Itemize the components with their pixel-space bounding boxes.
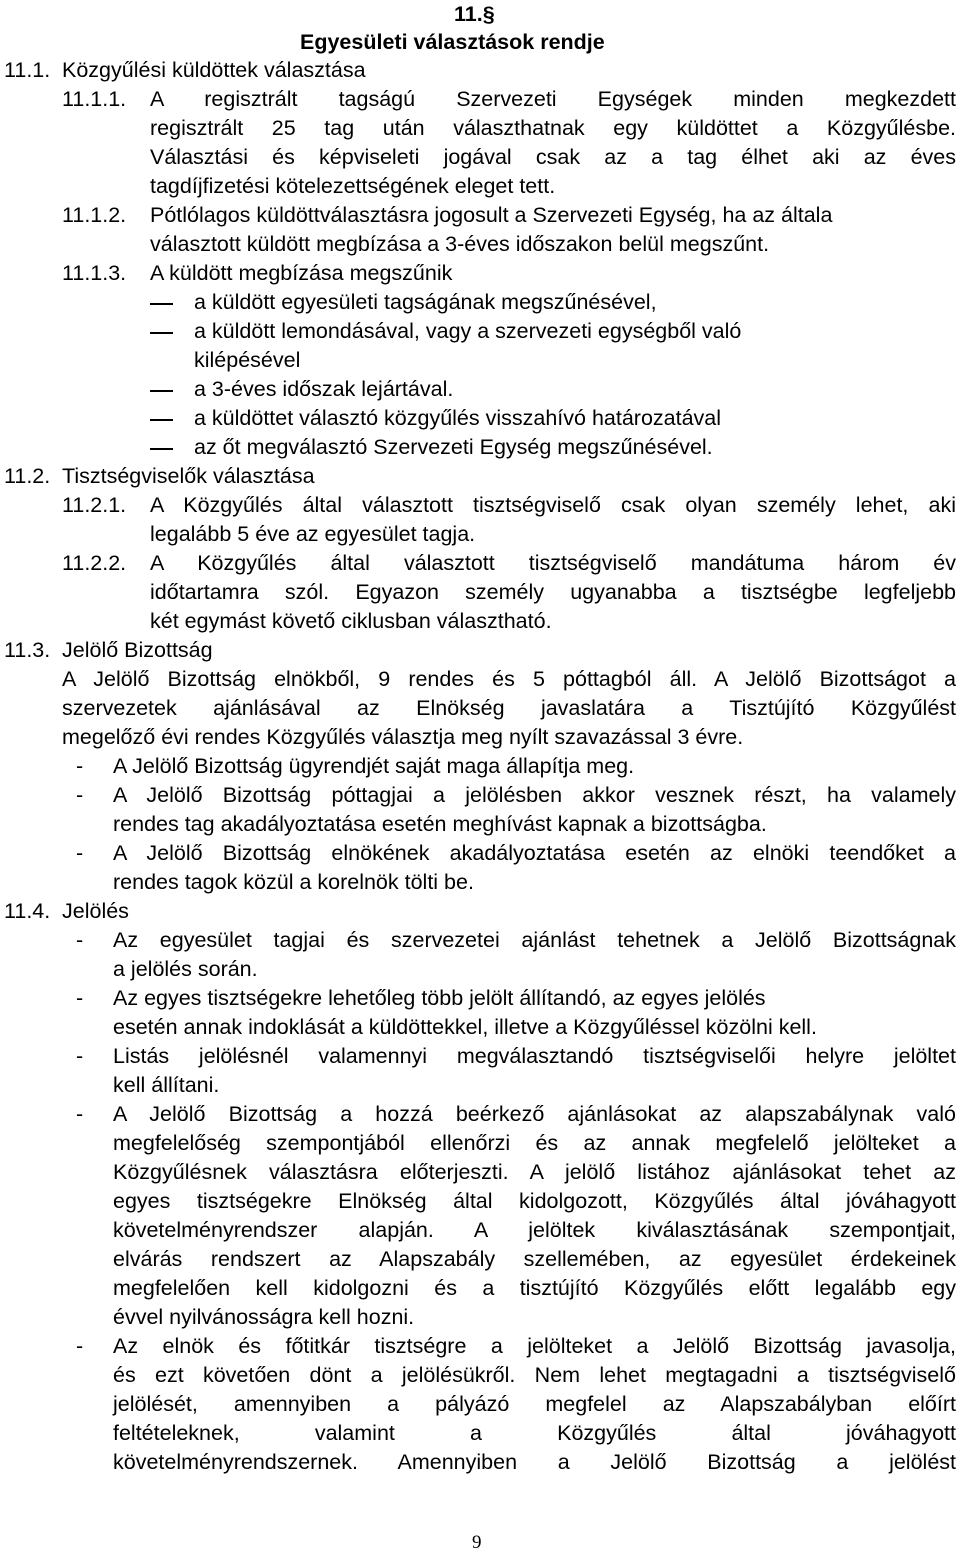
list-item: a küldöttet választó közgyűlés visszahívó határozatával bbox=[194, 406, 722, 430]
section-title: Közgyűlési küldöttek választása bbox=[62, 58, 366, 82]
list-item: rendes tagok közül a korelnök tölti be. bbox=[113, 870, 474, 894]
list-item: követelményrendszer alapján. A jelöltek kiválasztásának szempontjait, bbox=[113, 1218, 956, 1242]
list-bullet: - bbox=[76, 1102, 84, 1126]
list-bullet: - bbox=[76, 928, 84, 952]
list-item: és ezt követően dönt a jelölésükről. Nem lehet megtagadni a tisztségviselő bbox=[113, 1363, 956, 1387]
list-item: A Jelölő Bizottság ügyrendjét saját maga állapítja meg. bbox=[113, 754, 635, 778]
list-item: megfelelően kell kidolgozni és a tisztújító Közgyűlés előtt legalább egy bbox=[113, 1276, 956, 1300]
paragraph-line: regisztrált 25 tag után választhatnak egy küldöttet a Közgyűlésbe. bbox=[150, 116, 956, 140]
paragraph-line: A küldött megbízása megszűnik bbox=[150, 261, 453, 285]
list-item: a küldött egyesületi tagságának megszűnésével, bbox=[194, 290, 657, 314]
section-title: Tisztségviselők választása bbox=[62, 464, 315, 488]
paragraph-number: 11.2.2. bbox=[62, 551, 127, 575]
list-bullet: - bbox=[76, 986, 84, 1010]
paragraph-number: 11.1.2. bbox=[62, 203, 127, 227]
section-number: 11.2. bbox=[4, 464, 51, 488]
list-item: a 3-éves időszak lejártával. bbox=[194, 377, 454, 401]
dash-bullet bbox=[150, 448, 173, 450]
section-number: 11.4. bbox=[4, 899, 51, 923]
chapter-title: Egyesületi választások rendje bbox=[300, 30, 605, 54]
list-bullet: - bbox=[76, 1334, 84, 1358]
list-bullet: - bbox=[76, 841, 84, 865]
paragraph-line: A Közgyűlés által választott tisztségviselő mandátuma három év bbox=[150, 551, 956, 575]
list-item: kilépésével bbox=[194, 348, 301, 372]
list-item: jelölését, amennyiben a pályázó megfelel az Alapszabályban előírt bbox=[113, 1392, 956, 1416]
list-item: feltételeknek, valamint a Közgyűlés által jóváhagyott bbox=[113, 1421, 956, 1445]
list-item: az őt megválasztó Szervezeti Egység megszűnésével. bbox=[194, 435, 713, 459]
list-item: elvárás rendszert az Alapszabály szellemében, az egyesület érdekeinek bbox=[113, 1247, 956, 1271]
list-item: követelményrendszernek. Amennyiben a Jelölő Bizottság a jelölést bbox=[113, 1450, 956, 1474]
list-item: Az elnök és főtitkár tisztségre a jelölteket a Jelölő Bizottság javasolja, bbox=[113, 1334, 956, 1358]
list-item: Listás jelölésnél valamennyi megválasztandó tisztségviselői helyre jelöltet bbox=[113, 1044, 956, 1068]
paragraph-line: A Közgyűlés által választott tisztségviselő csak olyan személy lehet, aki bbox=[150, 493, 956, 517]
list-bullet: - bbox=[76, 783, 84, 807]
section-title: Jelölő Bizottság bbox=[62, 638, 213, 662]
list-item: Az egyes tisztségekre lehetőleg több jelölt állítandó, az egyes jelölés bbox=[113, 986, 766, 1010]
paragraph-line: két egymást követő ciklusban választható. bbox=[150, 609, 552, 633]
list-item: esetén annak indoklását a küldöttekkel, illetve a Közgyűléssel közölni kell. bbox=[113, 1015, 817, 1039]
page-number: 9 bbox=[472, 1532, 482, 1553]
paragraph-line: időtartamra szól. Egyazon személy ugyanabba a tisztségbe legfeljebb bbox=[150, 580, 956, 604]
paragraph-number: 11.1.1. bbox=[62, 87, 127, 111]
list-item: rendes tag akadályoztatása esetén meghívást kapnak a bizottságba. bbox=[113, 812, 767, 836]
list-item: Közgyűlésnek választásra előterjeszti. A jelölő listához ajánlásokat tehet az bbox=[113, 1160, 956, 1184]
paragraph-line: Pótlólagos küldöttválasztásra jogosult a Szervezeti Egység, ha az általa bbox=[150, 203, 833, 227]
list-bullet: - bbox=[76, 754, 84, 778]
list-bullet: - bbox=[76, 1044, 84, 1068]
chapter-number: 11.§ bbox=[454, 2, 495, 26]
list-item: kell állítani. bbox=[113, 1073, 220, 1097]
list-item: A Jelölő Bizottság a hozzá beérkező ajánlásokat az alapszabálynak való bbox=[113, 1102, 956, 1126]
dash-bullet bbox=[150, 390, 173, 392]
paragraph-line: szervezetek ajánlásával az Elnökség javaslatára a Tisztújító Közgyűlést bbox=[62, 696, 956, 720]
paragraph-number: 11.1.3. bbox=[62, 261, 127, 285]
list-item: Az egyesület tagjai és szervezetei ajánlást tehetnek a Jelölő Bizottságnak bbox=[113, 928, 956, 952]
dash-bullet bbox=[150, 332, 173, 334]
paragraph-line: tagdíjfizetési kötelezettségének eleget tett. bbox=[150, 174, 556, 198]
paragraph-line: Választási és képviseleti jogával csak az a tag élhet aki az éves bbox=[150, 145, 956, 169]
list-item: A Jelölő Bizottság elnökének akadályoztatása esetén az elnöki teendőket a bbox=[113, 841, 956, 865]
paragraph-line: választott küldött megbízása a 3-éves időszakon belül megszűnt. bbox=[150, 232, 770, 256]
list-item: évvel nyilvánosságra kell hozni. bbox=[113, 1305, 415, 1329]
section-number: 11.1. bbox=[4, 58, 51, 82]
paragraph-line: legalább 5 éve az egyesület tagja. bbox=[150, 522, 476, 546]
section-number: 11.3. bbox=[4, 638, 51, 662]
paragraph-number: 11.2.1. bbox=[62, 493, 127, 517]
dash-bullet bbox=[150, 419, 173, 421]
list-item: a küldött lemondásával, vagy a szervezeti egységből való bbox=[194, 319, 742, 343]
paragraph-line: A Jelölő Bizottság elnökből, 9 rendes és 5 póttagból áll. A Jelölő Bizottságot a bbox=[62, 667, 956, 691]
paragraph-line: A regisztrált tagságú Szervezeti Egységek minden megkezdett bbox=[150, 87, 956, 111]
paragraph-line: megelőző évi rendes Közgyűlés választja meg nyílt szavazással 3 évre. bbox=[62, 725, 744, 749]
list-item: a jelölés során. bbox=[113, 957, 258, 981]
list-item: megfelelőség szempontjából ellenőrzi és az annak megfelelő jelölteket a bbox=[113, 1131, 956, 1155]
dash-bullet bbox=[150, 303, 173, 305]
section-title: Jelölés bbox=[62, 899, 129, 923]
list-item: egyes tisztségekre Elnökség által kidolgozott, Közgyűlés által jóváhagyott bbox=[113, 1189, 956, 1213]
list-item: A Jelölő Bizottság póttagjai a jelölésben akkor vesznek részt, ha valamely bbox=[113, 783, 956, 807]
